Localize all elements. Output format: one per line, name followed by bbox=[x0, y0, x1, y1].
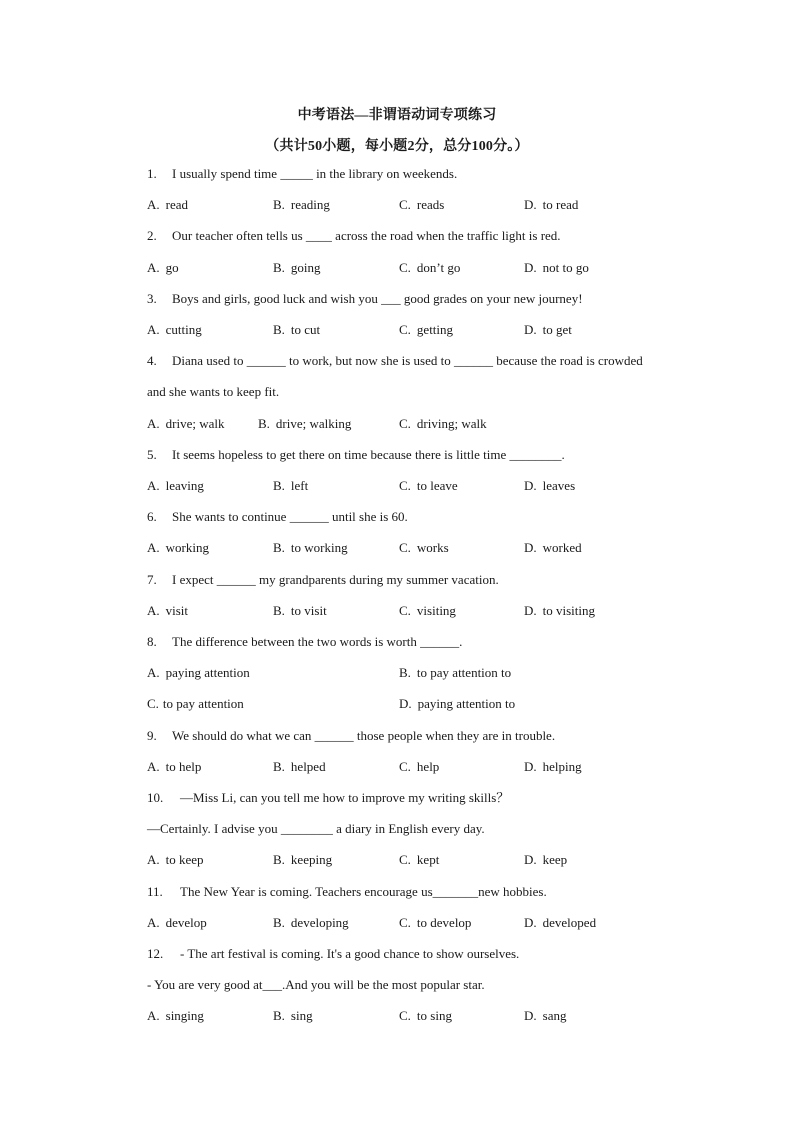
question-2-stem bbox=[147, 226, 687, 246]
question-7-option-a[interactable]: A. visit bbox=[147, 603, 189, 618]
question-text: I usually spend time _____ in the library on weekends. bbox=[172, 166, 458, 181]
question-1-option-b[interactable]: B. reading bbox=[273, 197, 330, 212]
question-2-option-c[interactable]: C. don’t go bbox=[399, 260, 461, 275]
question-8-option-a[interactable]: A. paying attention bbox=[147, 665, 250, 680]
question-1-option-c[interactable]: C. reads bbox=[399, 197, 445, 212]
question-number: 4. bbox=[147, 353, 157, 368]
question-text: —Miss Li, can you tell me how to improve my writing skills？ bbox=[180, 790, 510, 805]
question-7-stem bbox=[147, 570, 687, 590]
question-1-stem bbox=[147, 164, 687, 184]
question-text: We should do what we can ______ those people when they are in trouble. bbox=[172, 728, 556, 743]
question-text: The New Year is coming. Teachers encourage us_______new hobbies. bbox=[180, 884, 547, 899]
question-8-stem bbox=[147, 632, 687, 652]
question-9-option-c[interactable]: C. help bbox=[399, 759, 440, 774]
question-number: 8. bbox=[147, 634, 157, 649]
page-subtitle: （共计50小题，每小题2分，总分100分。） bbox=[265, 139, 529, 154]
question-4-option-a[interactable]: A. drive; walk bbox=[147, 416, 225, 431]
question-10-option-c[interactable]: C. kept bbox=[399, 852, 440, 867]
question-5-option-a[interactable]: A. leaving bbox=[147, 478, 204, 493]
question-8-option-c[interactable]: C. to pay attention bbox=[147, 696, 244, 711]
question-number: 9. bbox=[147, 728, 157, 743]
question-4-option-b[interactable]: B. drive; walking bbox=[258, 416, 352, 431]
question-text: Boys and girls, good luck and wish you ___ good grades on your new journey! bbox=[172, 291, 583, 306]
question-text: Our teacher often tells us ____ across the road when the traffic light is red. bbox=[172, 228, 561, 243]
question-6-option-c[interactable]: C. works bbox=[399, 540, 449, 555]
question-1-option-a[interactable]: A. read bbox=[147, 197, 189, 212]
question-number: 1. bbox=[147, 166, 157, 181]
question-11-option-b[interactable]: B. developing bbox=[273, 915, 349, 930]
question-text: - You are very good at___.And you will be the most popular star. bbox=[147, 977, 485, 992]
question-9-option-d[interactable]: D. helping bbox=[524, 759, 582, 774]
question-number: 6. bbox=[147, 509, 157, 524]
question-number: 11. bbox=[147, 884, 163, 899]
question-7-option-c[interactable]: C. visiting bbox=[399, 603, 456, 618]
question-10-option-b[interactable]: B. keeping bbox=[273, 852, 333, 867]
question-3-option-c[interactable]: C. getting bbox=[399, 322, 454, 337]
question-12-option-a[interactable]: A. singing bbox=[147, 1008, 204, 1023]
question-8-option-d[interactable]: D. paying attention to bbox=[399, 696, 516, 711]
question-text: Diana used to ______ to work, but now she is used to ______ because the road is crowded bbox=[172, 353, 643, 368]
question-5-stem bbox=[147, 445, 687, 465]
question-text: It seems hopeless to get there on time because there is little time ________. bbox=[172, 447, 565, 462]
question-6-option-b[interactable]: B. to working bbox=[273, 540, 348, 555]
question-10-stem-continued bbox=[147, 819, 687, 839]
question-4-stem bbox=[147, 351, 687, 371]
question-number: 3. bbox=[147, 291, 157, 306]
question-9-option-b[interactable]: B. helped bbox=[273, 759, 326, 774]
question-text: She wants to continue ______ until she is 60. bbox=[172, 509, 408, 524]
question-3-stem bbox=[147, 289, 687, 309]
question-3-option-d[interactable]: D. to get bbox=[524, 322, 572, 337]
question-6-option-a[interactable]: A. working bbox=[147, 540, 209, 555]
question-10-option-d[interactable]: D. keep bbox=[524, 852, 568, 867]
question-text: The difference between the two words is worth ______. bbox=[172, 634, 463, 649]
question-5-option-d[interactable]: D. leaves bbox=[524, 478, 576, 493]
question-4-stem-continued bbox=[147, 382, 687, 402]
question-8-option-b[interactable]: B. to pay attention to bbox=[399, 665, 512, 680]
question-12-option-c[interactable]: C. to sing bbox=[399, 1008, 452, 1023]
page-title: 中考语法—非谓语动词专项练习 bbox=[297, 108, 497, 123]
question-12-option-d[interactable]: D. sang bbox=[524, 1008, 567, 1023]
question-11-option-a[interactable]: A. develop bbox=[147, 915, 207, 930]
question-10-stem bbox=[147, 788, 687, 808]
question-11-stem bbox=[147, 882, 687, 902]
question-text: and she wants to keep fit. bbox=[147, 384, 280, 399]
question-2-option-a[interactable]: A. go bbox=[147, 260, 179, 275]
question-1-option-d[interactable]: D. to read bbox=[524, 197, 579, 212]
question-12-stem bbox=[147, 944, 687, 964]
question-9-stem bbox=[147, 726, 687, 746]
question-2-option-b[interactable]: B. going bbox=[273, 260, 321, 275]
question-11-option-c[interactable]: C. to develop bbox=[399, 915, 472, 930]
question-number: 5. bbox=[147, 447, 157, 462]
question-number: 2. bbox=[147, 228, 157, 243]
question-4-option-c[interactable]: C. driving; walk bbox=[399, 416, 487, 431]
question-9-option-a[interactable]: A. to help bbox=[147, 759, 202, 774]
question-number: 10. bbox=[147, 790, 164, 805]
question-number: 12. bbox=[147, 946, 164, 961]
question-2-option-d[interactable]: D. not to go bbox=[524, 260, 589, 275]
question-5-option-b[interactable]: B. left bbox=[273, 478, 309, 493]
question-12-option-b[interactable]: B. sing bbox=[273, 1008, 313, 1023]
question-5-option-c[interactable]: C. to leave bbox=[399, 478, 458, 493]
question-10-option-a[interactable]: A. to keep bbox=[147, 852, 204, 867]
question-7-option-d[interactable]: D. to visiting bbox=[524, 603, 596, 618]
question-3-option-b[interactable]: B. to cut bbox=[273, 322, 321, 337]
question-6-option-d[interactable]: D. worked bbox=[524, 540, 582, 555]
question-6-stem bbox=[147, 507, 687, 527]
question-text: I expect ______ my grandparents during my summer vacation. bbox=[172, 572, 499, 587]
question-11-option-d[interactable]: D. developed bbox=[524, 915, 597, 930]
question-number: 7. bbox=[147, 572, 157, 587]
question-12-stem-continued bbox=[147, 975, 687, 995]
question-text: —Certainly. I advise you ________ a diary in English every day. bbox=[147, 821, 485, 836]
question-3-option-a[interactable]: A. cutting bbox=[147, 322, 202, 337]
question-7-option-b[interactable]: B. to visit bbox=[273, 603, 327, 618]
question-text: - The art festival is coming. It's a good chance to show ourselves. bbox=[180, 946, 520, 961]
